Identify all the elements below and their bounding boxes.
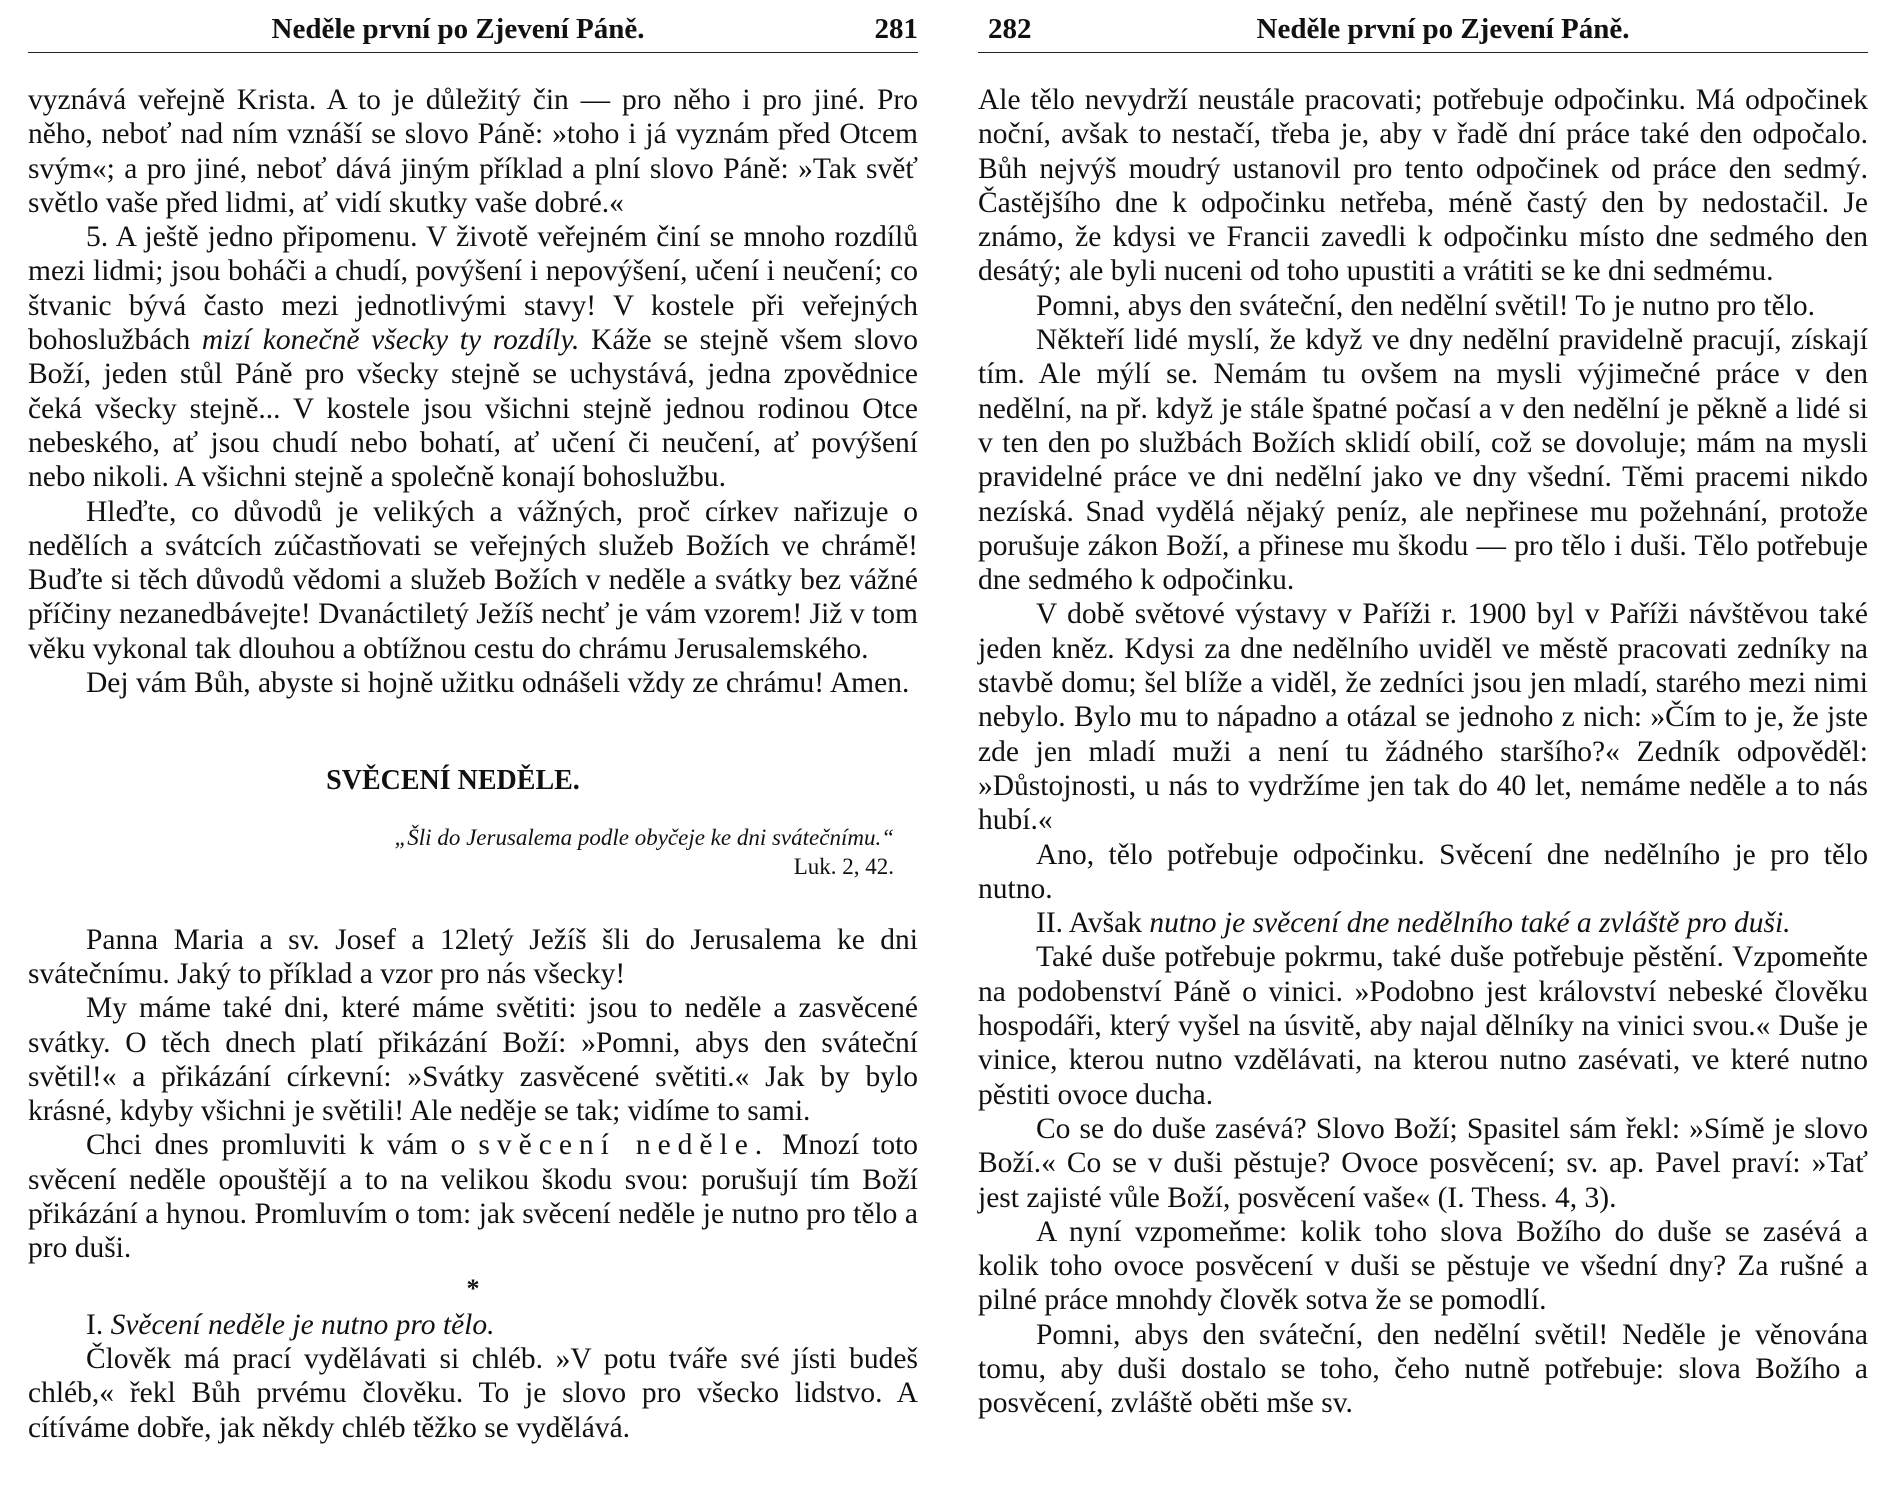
page-number: 282 (988, 13, 1032, 45)
paragraph-text: Chci dnes promluviti k vám o (86, 1129, 466, 1162)
left-page-body (28, 83, 918, 1445)
section-separator: * (466, 1273, 480, 1303)
paragraph: Co se do duše zasévá? Slovo Boží; Spasitel sám řekl: »Símě je slovo Boží.« Co se v duši pěstuje? Ovoce posvěcení; sv. ap. Pavel praví: »Tať jest zajisté vůle Boží, posvěcení vaše« (I. Thess. 4, 3). (978, 1112, 1868, 1214)
paragraph-text: 5. A ještě jedno připomenu. V životě veřejném činí se mnoho rozdílů mezi lidmi; jsou boháči a chudí, povýšení i nepovýšení, učení i neučení; co štvanic bývá často mezi jednotlivými stavy! V kostele při veřejných bohoslužbách (28, 221, 918, 357)
point-heading (978, 906, 1868, 940)
header-title: Neděle první po Zjevení Páně. (271, 13, 645, 45)
point-number: II. Avšak (1036, 907, 1142, 940)
paragraph: Někteří lidé myslí, že když ve dny nedělní pravidelně pracují, získají tím. Ale mýlí se. Nemám tu ovšem na mysli výjimečné práce v den nedělní, na př. když je stále špatné počasí a v den nedělní je pěkně a lidé si v ten den po službách Božích sklidí obilí, což se dovoluje; mám na mysli pravidelné práce ve dni nedělní jako ve dny všední. Těmi pracemi nikdo nezíská. Snad vydělá nějaký peníz, ale nepřinese mu požehnání, protože porušuje zákon Boží, a přinese mu škodu — pro tělo i duši. Tělo potřebuje dne sedmého k odpočinku. (978, 324, 1868, 597)
paragraph: My máme také dni, které máme světiti: jsou to neděle a zasvěcené svátky. O těch dnech platí přikázání Boží: »Pomni, abys den sváteční světil!« a přikázání církevní: »Svátky zasvěcené světiti.« Jak by bylo krásné, kdyby všichni je světili! Ale neděje se tak; vidíme to sami. (28, 992, 918, 1128)
point-heading (28, 1308, 918, 1342)
paragraph: Pomni, abys den sváteční, den nedělní světil! Neděle je věnována tomu, aby duši dostalo se toho, čeho nutně potřebuje: slova Božího a posvěcení, zvláště oběti mše sv. (978, 1318, 1868, 1420)
paragraph: Člověk má prací vydělávati si chléb. »V potu tváře své jísti budeš chléb,« řekl Bůh prvému člověku. To je slovo pro všecko lidstvo. A cítíváme dobře, jak někdy chléb těžko se vydělává. (28, 1342, 918, 1444)
motto-quote: „Šli do Jerusalema podle obyčeje ke dni svátečnímu.“ (394, 824, 894, 850)
point-heading-text: nutno je svěcení dne nedělního také a zvláště pro duši. (1149, 907, 1791, 940)
paragraph (28, 220, 918, 494)
right-page (978, 0, 1868, 1500)
section-title: SVĚCENÍ NEDĚLE. (326, 765, 580, 797)
paragraph: A nyní vzpomeňme: kolik toho slova Božího do duše se zasévá a kolik toho ovoce posvěcení v duši se pěstuje ve všední dny? Za rušné a pilné práce mnohdy člověk sotva že se pomodlí. (978, 1215, 1868, 1317)
point-heading-text: Svěcení neděle je nutno pro tělo. (110, 1308, 495, 1341)
paragraph: Ano, tělo potřebuje odpočinku. Svěcení dne nedělního je pro tělo nutno. (978, 838, 1868, 905)
running-header (978, 6, 1868, 53)
paragraph: vyznává veřejně Krista. A to je důležitý čin — pro něho i pro jiné. Pro něho, neboť nad ním vznáší se slovo Páně: »toho i já vyznám před Otcem svým«; a pro jiné, neboť dává jiným příklad a plní slovo Páně: »Tak svěť světlo vaše před lidmi, ať vidí skutky vaše dobré.« (28, 84, 918, 219)
motto-reference: Luk. 2, 42. (793, 853, 894, 879)
right-page-body (978, 83, 1868, 1421)
paragraph (28, 1128, 918, 1265)
paragraph: Dej vám Bůh, abyste si hojně užitku odnášeli vždy ze chrámu! Amen. (86, 667, 910, 700)
emphasis-text: mizí konečně všecky ty rozdíly. (201, 324, 580, 357)
paragraph: Také duše potřebuje pokrmu, také duše potřebuje pěstění. Vzpomeňte na podobenství Páně o vinici. »Podobno jest království nebeské člověku hospodáři, který vyšel na úsvitě, aby najal dělníky na vinici svou.« Duše je vinice, kterou nutno vzdělávati, na kterou nutno zasévati, ve které nutno pěstiti ovoce ducha. (978, 941, 1868, 1111)
header-title: Neděle první po Zjevení Páně. (1256, 13, 1630, 45)
page-number: 281 (874, 13, 918, 45)
paragraph: Pomni, abys den sváteční, den nedělní světil! To je nutno pro tělo. (1036, 289, 1815, 322)
left-page (28, 0, 918, 1500)
running-header (28, 6, 918, 53)
paragraph-text: Káže se stejně všem slovo Boží, jeden stůl Páně pro všecky stejně se uchystává, jedna zpovědnice čeká všecky stejně... V kostele jsou všichni stejně jednou rodinou Otce nebeského, ať jsou chudí nebo bohatí, ať učení či neučení, ať povýšení nebo nikoli. A všichni stejně a společně konají bohoslužbu. (28, 324, 919, 494)
paragraph: Panna Maria a sv. Josef a 12letý Ježíš šli do Jerusalema ke dni svátečnímu. Jaký to příklad a vzor pro nás všecky! (28, 923, 918, 990)
spaced-emphasis: svěcení neděle. (478, 1129, 770, 1162)
paragraph: Hleďte, co důvodů je velikých a vážných, proč církev nařizuje o nedělích a svátcích zúčastňovati se veřejných služeb Božích ve chrámě! Buďte si těch důvodů vědomi a služeb Božích v neděle a svátky bez vážné příčiny nezanedbávejte! Dvanáctiletý Ježíš nechť je vám vzorem! Již v tom věku vykonal tak dlouhou a obtížnou cestu do chrámu Jerusalemského. (28, 495, 918, 665)
paragraph-text: Mnozí toto svěcení neděle opouštějí a to na velikou škodu svou: porušují tím Boží přikázání a hynou. Promluvím o tom: jak svěcení neděle je nutno pro tělo a pro duši. (28, 1129, 919, 1265)
paragraph: V době světové výstavy v Paříži r. 1900 byl v Paříži návštěvou také jeden kněz. Kdysi za dne nedělního uviděl ve městě pracovati zedníky na stavbě domu; šel blíže a viděl, že zedníci jsou jen mladí, starého mezi nimi nebylo. Bylo mu to nápadno a otázal se jednoho z nich: »Čím to je, že jste zde jen mladí muži a není tu žádného staršího?« Zedník odpověděl: »Důstojnosti, u nás to vydržíme jen tak do 40 let, nemáme neděle a to nás hubí.« (978, 598, 1868, 837)
point-number: I. (86, 1308, 104, 1341)
paragraph: Ale tělo nevydrží neustále pracovati; potřebuje odpočinku. Má odpočinek noční, avšak to nestačí, třeba je, aby v řadě dní práce také den odpočalo. Bůh nejvýš moudrý ustanovil pro tento odpočinek od práce den sedmý. Častějšího dne k odpočinku netřeba, méně častý den by nedostačil. Je známo, že kdysi ve Francii zavedli k odpočinku místo dne sedmého den desátý; ale byli nuceni od toho upustiti a vrátiti se ke dni sedmému. (978, 84, 1868, 288)
